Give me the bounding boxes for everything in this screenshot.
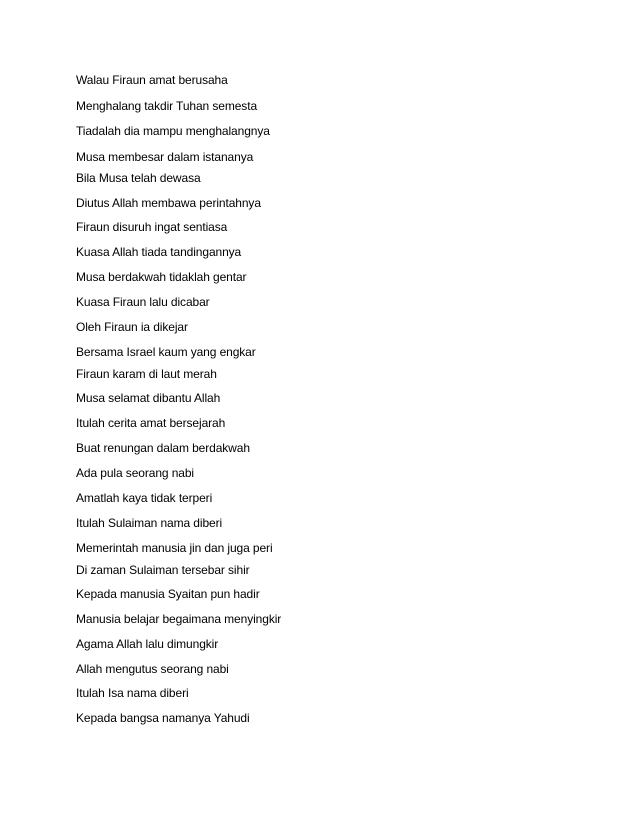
poem-line: Walau Firaun amat berusaha [76,73,228,87]
poem-line: Diutus Allah membawa perintahnya [76,196,261,210]
poem-line: Agama Allah lalu dimungkir [76,637,219,651]
poem-line: Kuasa Allah tiada tandingannya [76,245,242,259]
poem-line: Bila Musa telah dewasa [76,171,201,185]
poem-line: Kepada bangsa namanya Yahudi [76,711,250,725]
poem-line: Musa membesar dalam istananya [76,150,254,164]
poem-line: Kuasa Firaun lalu dicabar [76,295,210,309]
poem-line: Firaun karam di laut merah [76,367,217,381]
poem-line: Itulah cerita amat bersejarah [76,416,226,430]
poem-line: Allah mengutus seorang nabi [76,662,229,676]
poem-line: Firaun disuruh ingat sentiasa [76,220,228,234]
poem-line: Ada pula seorang nabi [76,466,194,480]
poem-line: Di zaman Sulaiman tersebar sihir [76,563,250,577]
poem-line: Kepada manusia Syaitan pun hadir [76,587,260,601]
poem-line: Itulah Isa nama diberi [76,686,189,700]
poem-line: Buat renungan dalam berdakwah [76,441,250,455]
poem-line: Itulah Sulaiman nama diberi [76,516,223,530]
poem-line: Musa selamat dibantu Allah [76,391,221,405]
poem-line: Memerintah manusia jin dan juga peri [76,541,273,555]
poem-line: Musa berdakwah tidaklah gentar [76,270,247,284]
poem-line: Manusia belajar begaimana menyingkir [76,612,282,626]
poem-line: Amatlah kaya tidak terperi [76,491,213,505]
poem-line: Menghalang takdir Tuhan semesta [76,99,258,113]
poem-line: Bersama Israel kaum yang engkar [76,345,256,359]
poem-line: Oleh Firaun ia dikejar [76,320,188,334]
poem-line: Tiadalah dia mampu menghalangnya [76,124,270,138]
